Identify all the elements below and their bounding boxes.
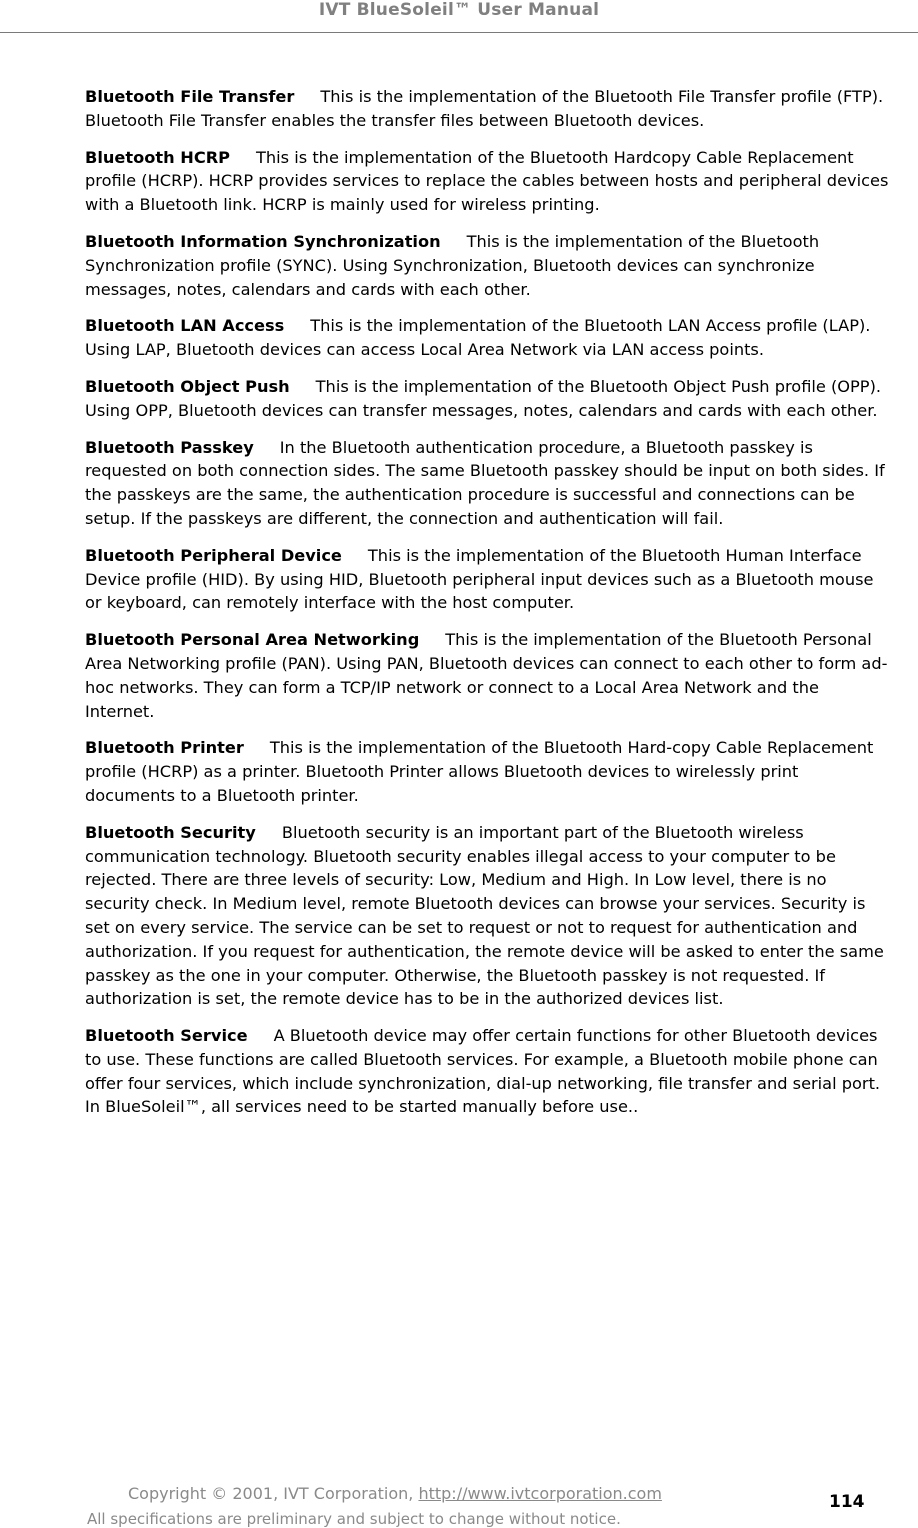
company-website-link[interactable]: http://www.ivtcorporation.com xyxy=(418,1484,662,1503)
glossary-entry xyxy=(85,375,891,423)
glossary-entry xyxy=(85,821,891,1011)
glossary-term: Bluetooth LAN Access xyxy=(85,316,285,336)
page-footer xyxy=(0,1478,918,1528)
glossary-entry xyxy=(85,230,891,301)
glossary-term: Bluetooth File Transfer xyxy=(85,87,295,106)
glossary-content xyxy=(85,85,891,1132)
glossary-term: Bluetooth Passkey xyxy=(85,437,254,457)
glossary-term: Bluetooth Information Synchronization xyxy=(85,231,441,251)
glossary-term: Bluetooth Service xyxy=(85,1026,248,1046)
glossary-entry xyxy=(85,314,891,362)
manual-title: IVT BlueSoleil™ User Manual xyxy=(318,0,600,20)
glossary-definition: Bluetooth security is an important part of the Bluetooth wireless communication technology. Bluetooth security enables illegal access to your computer to be rejected. There are three levels of security: Low, Medium and High. In Low level, there is no security check. In Medium level, remote Bluetooth devices can browse your services. Security is set on every service. The service can be set to request or not to request for authentication and authorization. If you request for authentication, the remote device will be asked to enter the same passkey as the one in your computer. Otherwise, the Bluetooth passkey is not requested. If authorization is set, the remote device has to be in the authorized devices list. xyxy=(85,822,884,1009)
glossary-term: Bluetooth Object Push xyxy=(85,376,290,396)
glossary-entry xyxy=(85,628,891,723)
glossary-definition: This is the implementation of the Bluetooth Human Interface Device profile (HID). By using HID, Bluetooth peripheral input devices such as a Bluetooth mouse or keyboard, can remotely interface with the host computer. xyxy=(85,545,874,613)
glossary-term: Bluetooth Printer xyxy=(85,738,244,758)
copyright-text: Copyright © 2001, IVT Corporation, xyxy=(128,1484,419,1503)
glossary-term: Bluetooth Peripheral Device xyxy=(85,545,342,565)
glossary-definition: This is the implementation of the Bluetooth Personal Area Networking profile (PAN). Using PAN, Bluetooth devices can connect to each other to form ad-hoc networks. They can form a TCP/IP network or connect to a Local Area Network and the Internet. xyxy=(85,630,888,721)
glossary-definition: This is the implementation of the Bluetooth LAN Access profile (LAP). Using LAP, Bluetooth devices can access Local Area Network via LAN access points. xyxy=(85,316,871,360)
specification-notice: All specifications are preliminary and subject to change without notice. xyxy=(87,1510,621,1528)
glossary-entry xyxy=(85,1024,891,1119)
glossary-definition: This is the implementation of the Bluetooth Object Push profile (OPP). Using OPP, Bluetooth devices can transfer messages, notes, calendars and cards with each other. xyxy=(85,376,882,420)
glossary-definition: This is the implementation of the Bluetooth File Transfer profile (FTP). Bluetooth File Transfer enables the transfer files between Bluetooth devices. xyxy=(85,87,884,130)
page-header xyxy=(0,0,918,33)
glossary-definition: In the Bluetooth authentication procedure, a Bluetooth passkey is requested on both connection sides. The same Bluetooth passkey should be input on both sides. If the passkeys are the same, the authentication procedure is successful and connections can be setup. If the passkeys are different, the connection and authentication will fail. xyxy=(85,437,885,528)
glossary-definition: A Bluetooth device may offer certain functions for other Bluetooth devices to use. These functions are called Bluetooth services. For example, a Bluetooth mobile phone can offer four services, which include synchronization, dial-up networking, file transfer and serial port. In BlueSoleil™, all services need to be started manually before use.. xyxy=(85,1026,881,1117)
glossary-term: Bluetooth Security xyxy=(85,822,256,842)
glossary-definition: This is the implementation of the Bluetooth Hard-copy Cable Replacement profile (HCRP) as a printer. Bluetooth Printer allows Bluetooth devices to wirelessly print documents to a Bluetooth printer. xyxy=(85,738,874,805)
glossary-entry xyxy=(85,736,891,807)
page-number: 114 xyxy=(829,1492,865,1512)
glossary-definition: This is the implementation of the Bluetooth Synchronization profile (SYNC). Using Synchronization, Bluetooth devices can synchronize messages, notes, calendars and cards with each other. xyxy=(85,231,820,299)
glossary-term: Bluetooth Personal Area Networking xyxy=(85,630,420,650)
copyright-line xyxy=(128,1484,662,1504)
glossary-definition: This is the implementation of the Bluetooth Hardcopy Cable Replacement profile (HCRP). HCRP provides services to replace the cables between hosts and peripheral devices with a Bluetooth link. HCRP is mainly used for wireless printing. xyxy=(85,147,889,215)
glossary-entry xyxy=(85,146,891,217)
glossary-entry xyxy=(85,544,891,615)
glossary-entry xyxy=(85,85,891,133)
glossary-entry xyxy=(85,436,891,531)
glossary-term: Bluetooth HCRP xyxy=(85,147,231,167)
